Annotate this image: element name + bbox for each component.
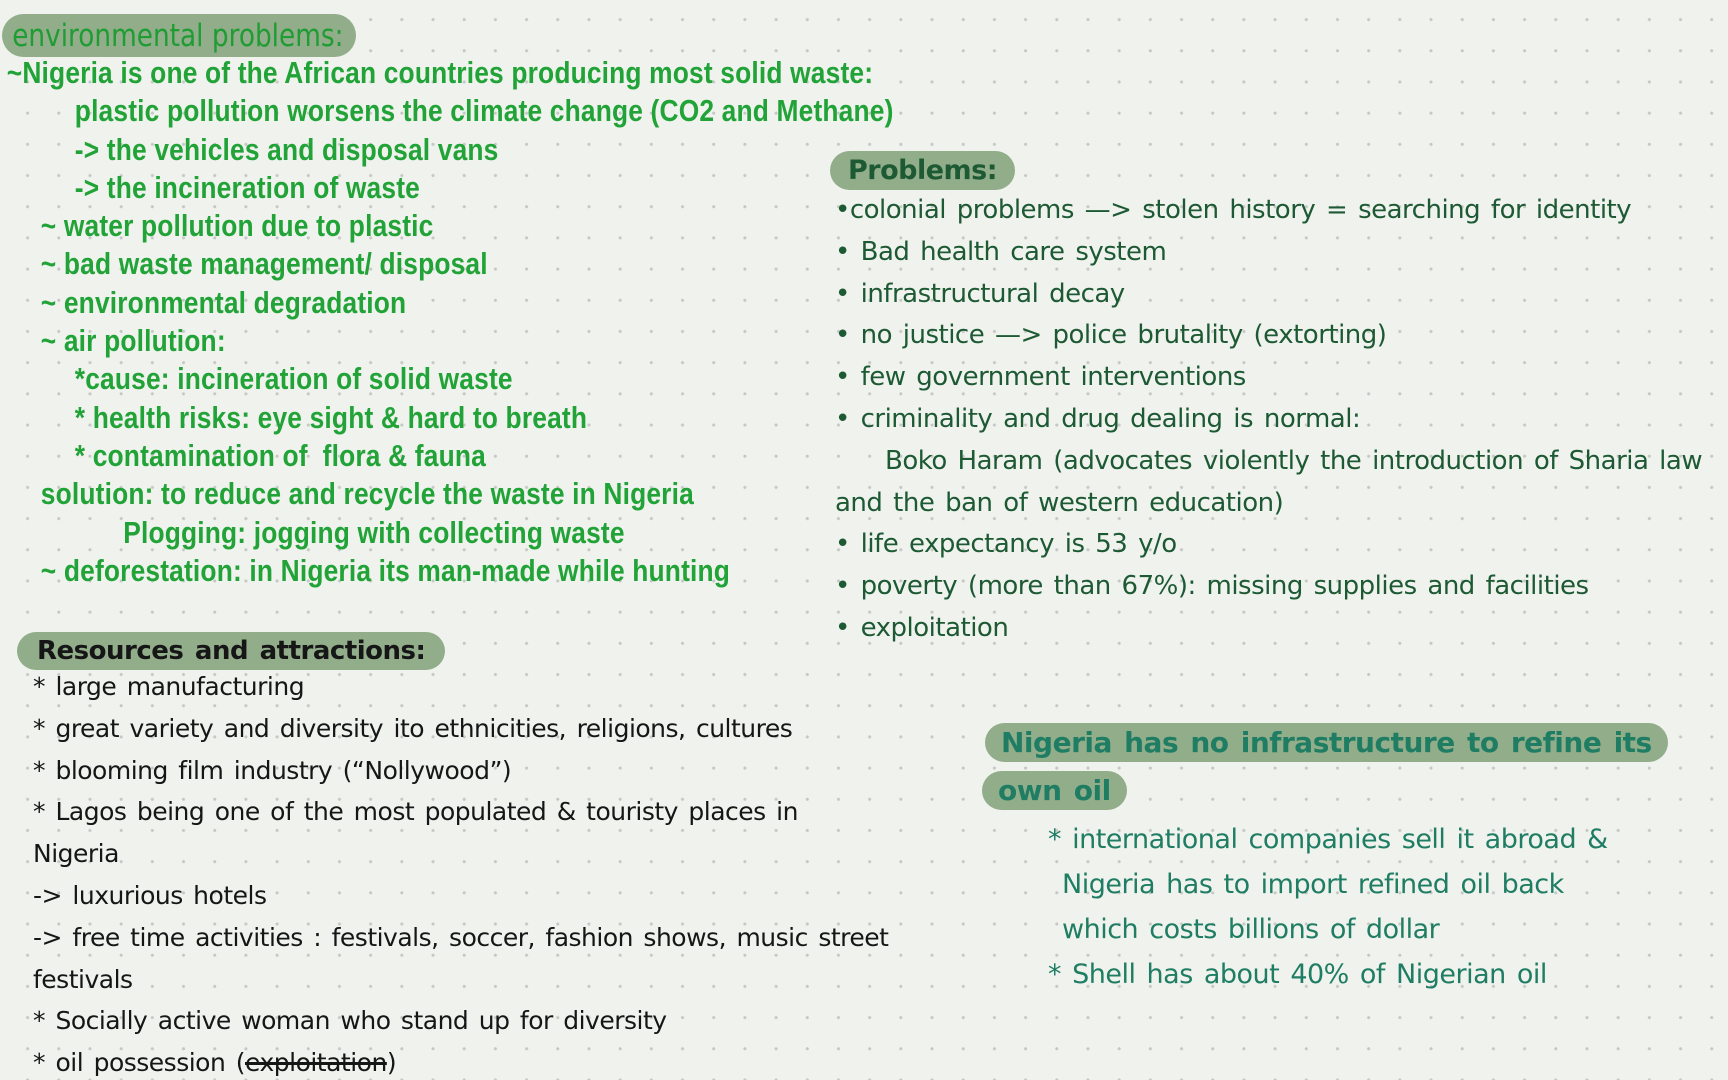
- note-line: Boko Haram (advocates violently the introduction of Sharia law: [885, 445, 1703, 476]
- note-line: * contamination of flora & fauna: [74, 437, 486, 473]
- note-line: ~ bad waste management/ disposal: [40, 246, 488, 282]
- note-line: Nigeria: [33, 839, 119, 869]
- problems-header: [830, 151, 1015, 190]
- note-line: [33, 1042, 888, 1080]
- note-line: * large manufacturing: [33, 672, 305, 701]
- note-line: * Shell has about 40% of Nigerian oil: [1048, 959, 1547, 990]
- note-line: • Bad health care system: [835, 236, 1167, 267]
- note-text: * oil possession (: [33, 1048, 246, 1078]
- note-line: • poverty (more than 67%): missing supplies and facilities: [835, 571, 1589, 602]
- note-line: ~ environmental degradation: [40, 284, 407, 320]
- oil-header-line2: [982, 771, 1127, 810]
- note-line: -> luxurious hotels: [33, 880, 267, 910]
- note-line: *cause: incineration of solid waste: [74, 361, 513, 397]
- problems-list: [835, 190, 1702, 650]
- oil-header-line1: [985, 723, 1668, 762]
- environmental-header: [2, 14, 356, 57]
- note-line: which costs billions of dollar: [1062, 914, 1440, 945]
- oil-header-line1-label: Nigeria has no infrastructure to refine its: [1001, 726, 1652, 759]
- note-text: ): [386, 1048, 397, 1078]
- oil-list: [1048, 817, 1608, 997]
- note-line: •colonial problems —> stolen history = searching for identity: [835, 195, 1632, 225]
- note-line: -> free time activities : festivals, soccer, fashion shows, music street: [33, 922, 889, 952]
- note-line: * health risks: eye sight & hard to breath: [74, 399, 588, 435]
- oil-header-line2-label: own oil: [998, 774, 1111, 807]
- note-line: Nigeria has to import refined oil back: [1062, 869, 1564, 900]
- note-line: * Lagos being one of the most populated & touristy places in: [33, 797, 798, 827]
- note-line: -> the vehicles and disposal vans: [74, 131, 499, 167]
- note-line: ~Nigeria is one of the African countries producing most solid waste:: [6, 55, 874, 90]
- note-line: * international companies sell it abroad &: [1048, 824, 1608, 855]
- note-line: and the ban of western education): [835, 487, 1284, 518]
- note-line: ~ water pollution due to plastic: [40, 208, 434, 244]
- note-line: • life expectancy is 53 y/o: [835, 529, 1177, 560]
- resources-header-label: Resources and attractions:: [37, 636, 426, 666]
- note-line: Plogging: jogging with collecting waste: [123, 514, 625, 550]
- note-line: * blooming film industry (“Nollywood”): [33, 755, 512, 785]
- note-line: festivals: [33, 964, 133, 994]
- note-line: • infrastructural decay: [835, 278, 1125, 309]
- note-line: • exploitation: [835, 612, 1009, 643]
- note-line: -> the incineration of waste: [74, 169, 420, 205]
- note-line: solution: to reduce and recycle the waste in Nigeria: [40, 476, 694, 512]
- environmental-header-label: environmental problems:: [12, 17, 344, 54]
- note-line: ~ deforestation: in Nigeria its man-made while hunting: [40, 552, 731, 588]
- note-line: ~ air pollution:: [40, 323, 226, 359]
- note-line: • no justice —> police brutality (extorting): [835, 320, 1387, 351]
- note-line: * Socially active woman who stand up for diversity: [33, 1006, 667, 1036]
- resources-list: [33, 666, 888, 1080]
- note-line: • few government interventions: [835, 362, 1246, 393]
- problems-header-label: Problems:: [848, 155, 998, 186]
- note-line: • criminality and drug dealing is normal:: [835, 403, 1361, 434]
- note-line: plastic pollution worsens the climate change (CO2 and Methane): [74, 93, 894, 129]
- note-line: * great variety and diversity ito ethnicities, religions, cultures: [33, 713, 793, 743]
- resources-header: [17, 632, 445, 670]
- struck-text: exploitation: [245, 1048, 387, 1078]
